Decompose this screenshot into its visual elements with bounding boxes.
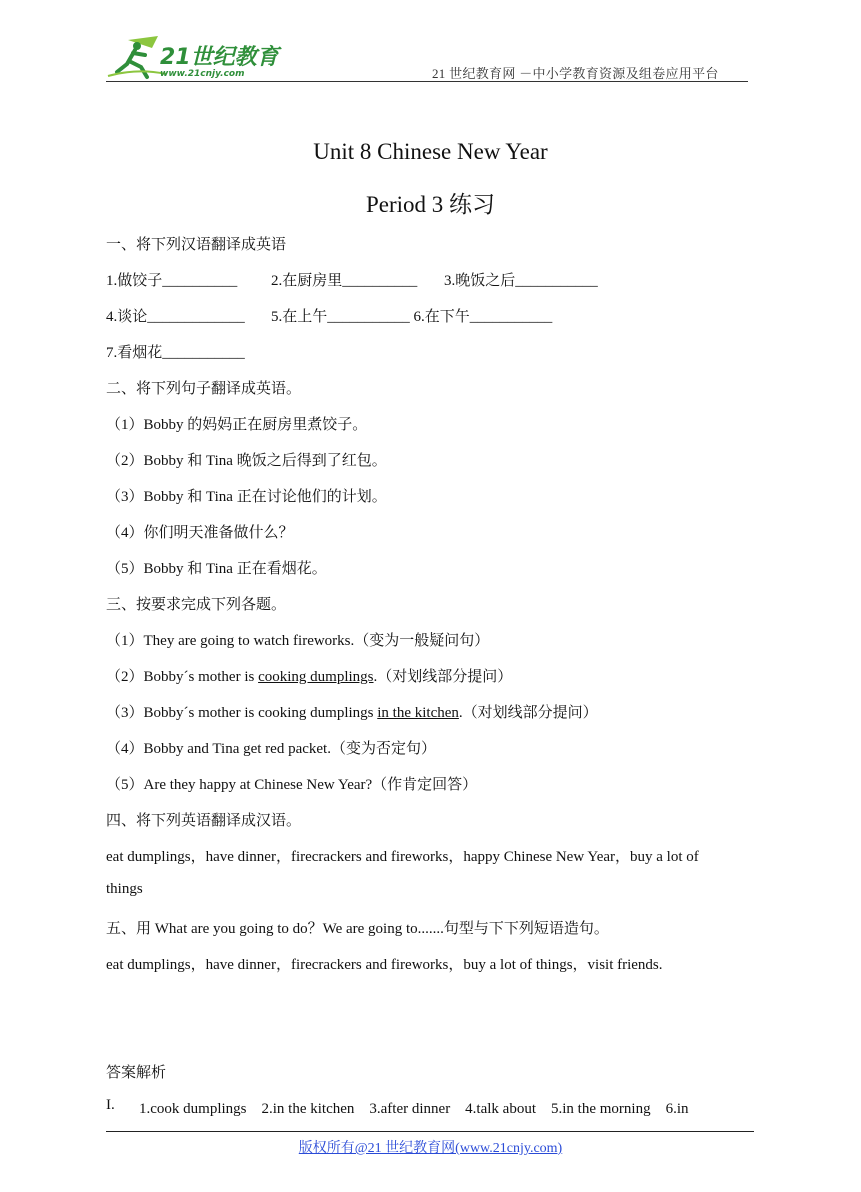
answers-roman: I. [106, 1097, 115, 1113]
q3-item-5: （5）Are they happy at Chinese New Year?（作肯定回答） [106, 777, 478, 793]
section5-heading: 五、用 What are you going to do？We are going to.......句型与下下列短语造句。 [106, 921, 609, 937]
q3-item-3-underlined: in the kitchen [377, 705, 459, 721]
footer-divider [106, 1131, 754, 1132]
copyright-link[interactable]: 版权所有@21 世纪教育网(www.21cnjy.com) [298, 1141, 563, 1156]
answers-line-1: 1.cook dumplings 2.in the kitchen 3.after dinner 4.talk about 5.in the morning 6.in [139, 1101, 689, 1117]
logo-url: www.21cnjy.com [160, 69, 245, 79]
q1-item-1: 1.做饺子__________ [106, 273, 238, 289]
q3-item-2-post: .（对划线部分提问） [373, 669, 513, 685]
q1-item-3: 3.晚饭之后___________ [444, 273, 598, 289]
q3-item-3-post: .（对划线部分提问） [458, 705, 598, 721]
runner-logo-icon [106, 34, 286, 84]
q3-item-4: （4）Bobby and Tina get red packet.（变为否定句） [106, 741, 436, 757]
section1-heading: 一、将下列汉语翻译成英语 [106, 237, 287, 253]
section5-line-1: eat dumplings，have dinner，firecrackers and fireworks，buy a lot of things，visit friends. [106, 957, 663, 973]
q3-item-1: （1）They are going to watch fireworks.（变为一般疑问句） [106, 633, 490, 649]
logo-text: 21世纪教育 [160, 45, 279, 70]
site-tagline: 21 世纪教育网 －中小学教育资源及组卷应用平台 [432, 66, 719, 81]
section4-line-1: eat dumplings，have dinner，firecrackers and fireworks，happy Chinese New Year，buy a lot of [106, 849, 699, 865]
section4-heading: 四、将下列英语翻译成汉语。 [106, 813, 302, 829]
answers-heading: 答案解析 [106, 1065, 167, 1081]
q3-item-3-pre: （3）Bobby´s mother is cooking dumplings [106, 705, 378, 721]
q3-item-2 [106, 665, 512, 686]
section2-heading: 二、将下列句子翻译成英语。 [106, 381, 302, 397]
q2-item-2: （2）Bobby 和 Tina 晚饭之后得到了红包。 [106, 453, 387, 469]
section3-heading: 三、按要求完成下列各题。 [106, 597, 287, 613]
q1-item-4: 4.谈论_____________ [106, 309, 245, 325]
site-logo [106, 34, 286, 84]
q2-item-1: （1）Bobby 的妈妈正在厨房里煮饺子。 [106, 417, 368, 433]
q1-item-2: 2.在厨房里__________ [271, 273, 418, 289]
q2-item-5: （5）Bobby 和 Tina 正在看烟花。 [106, 561, 327, 577]
q2-item-4: （4）你们明天准备做什么？ [106, 525, 294, 541]
page-subtitle: Period 3 练习 [365, 192, 496, 217]
header-divider [106, 81, 748, 82]
q3-item-2-underlined: cooking dumplings [258, 669, 374, 685]
q1-item-7: 7.看烟花___________ [106, 345, 245, 361]
q3-item-3 [106, 701, 598, 722]
q1-item-5-6: 5.在上午___________ 6.在下午___________ [271, 309, 553, 325]
q2-item-3: （3）Bobby 和 Tina 正在讨论他们的计划。 [106, 489, 387, 505]
page-title: Unit 8 Chinese New Year [313, 139, 548, 164]
q3-item-2-pre: （2）Bobby´s mother is [106, 669, 259, 685]
section4-line-2: things [106, 881, 143, 897]
